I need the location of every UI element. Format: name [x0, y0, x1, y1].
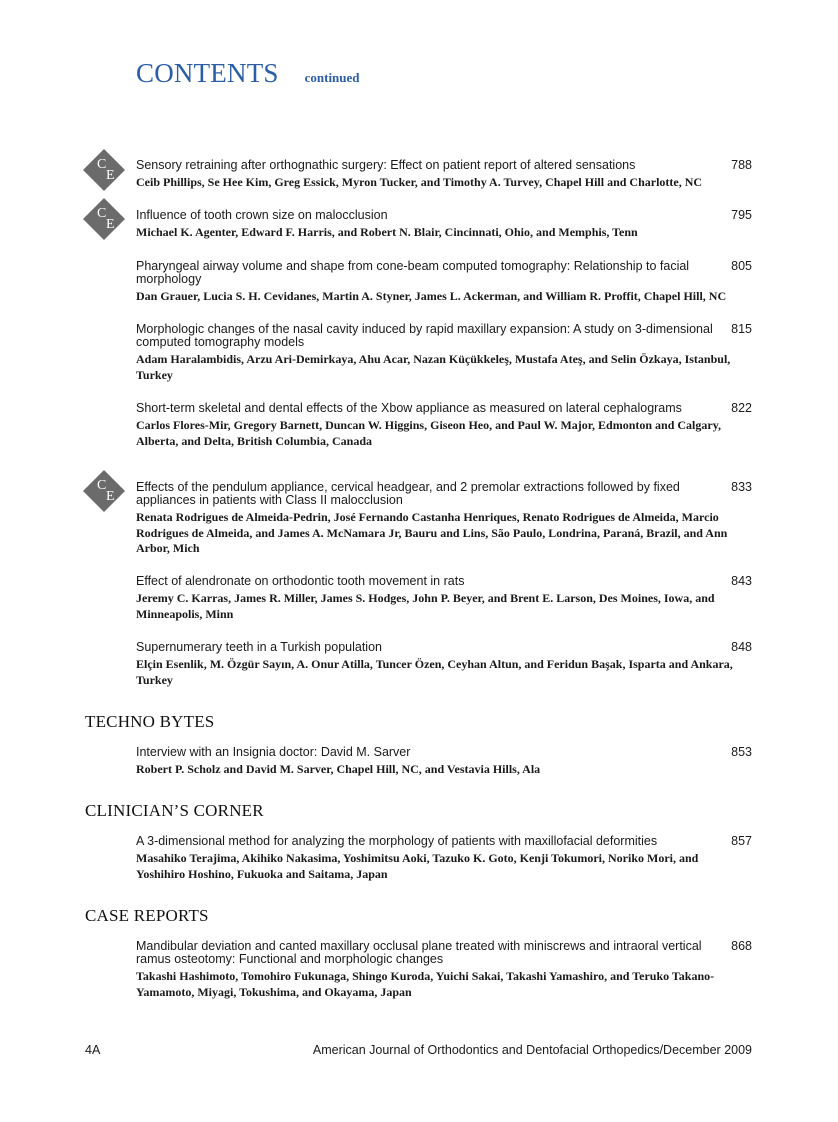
- article-title[interactable]: Short-term skeletal and dental effects of the Xbow appliance as measured on lateral cephalograms: [136, 401, 682, 415]
- toc-entry[interactable]: [136, 641, 756, 688]
- page-number: 848: [731, 640, 752, 654]
- toc-entry[interactable]: [136, 746, 756, 778]
- section-heading-clinicians-corner: CLINICIAN’S CORNER: [85, 801, 264, 820]
- article-authors: Jeremy C. Karras, James R. Miller, James S. Hodges, John P. Beyer, and Brent E. Larson, Des Moines, Iowa, and Minneapolis, Minn: [136, 591, 715, 621]
- ce-credit-icon: [82, 469, 126, 513]
- article-title[interactable]: Effect of alendronate on orthodontic tooth movement in rats: [136, 574, 465, 588]
- toc-entry[interactable]: [136, 209, 756, 241]
- article-title[interactable]: Mandibular deviation and canted maxillary occlusal plane treated with miniscrews and intraoral vertical ramus osteotomy: Functional and morphologic changes: [136, 939, 702, 966]
- article-authors: Masahiko Terajima, Akihiko Nakasima, Yoshimitsu Aoki, Tazuko K. Goto, Kenji Tokumori, Noriko Mori, and Yoshihiro Hoshino, Fukuoka and Saitama, Japan: [136, 851, 699, 881]
- article-authors: Dan Grauer, Lucia S. H. Cevidanes, Martin A. Styner, James L. Ackerman, and William R. Proffit, Chapel Hill, NC: [136, 289, 727, 303]
- page-number: 815: [731, 322, 752, 336]
- page-number: 822: [731, 401, 752, 415]
- section-heading-techno-bytes: TECHNO BYTES: [85, 712, 215, 731]
- toc-entry[interactable]: [136, 481, 756, 557]
- page-number: 857: [731, 834, 752, 848]
- toc-entry[interactable]: [136, 323, 756, 383]
- article-title[interactable]: Effects of the pendulum appliance, cervical headgear, and 2 premolar extractions followed by fixed appliances in patients with Class II malocclusion: [136, 480, 680, 507]
- article-title[interactable]: Sensory retraining after orthognathic surgery: Effect on patient report of altered sensations: [136, 158, 636, 172]
- page-number: 788: [731, 158, 752, 172]
- svg-text:C: C: [97, 157, 107, 172]
- page-number: 868: [731, 939, 752, 953]
- page-number: 853: [731, 745, 752, 759]
- article-title[interactable]: A 3-dimensional method for analyzing the morphology of patients with maxillofacial deformities: [136, 834, 658, 848]
- article-authors: Robert P. Scholz and David M. Sarver, Chapel Hill, NC, and Vestavia Hills, Ala: [136, 762, 541, 776]
- toc-entry[interactable]: [136, 402, 756, 449]
- toc-entry[interactable]: [136, 575, 756, 622]
- footer-journal: American Journal of Orthodontics and Dentofacial Orthopedics/December 2009: [312, 1043, 752, 1057]
- toc-entry[interactable]: [136, 159, 756, 191]
- svg-text:C: C: [97, 206, 107, 221]
- article-authors: Michael K. Agenter, Edward F. Harris, and Robert N. Blair, Cincinnati, Ohio, and Memphis, Tenn: [136, 225, 638, 239]
- article-authors: Ceib Phillips, Se Hee Kim, Greg Essick, Myron Tucker, and Timothy A. Turvey, Chapel Hill and Charlotte, NC: [136, 175, 703, 189]
- svg-text:E: E: [106, 217, 115, 232]
- article-title[interactable]: Influence of tooth crown size on malocclusion: [136, 208, 388, 222]
- article-title[interactable]: Morphologic changes of the nasal cavity induced by rapid maxillary expansion: A study on 3-dimensional computed tomography models: [136, 322, 713, 349]
- page-number: 795: [731, 208, 752, 222]
- toc-entry[interactable]: [136, 260, 756, 305]
- ce-credit-icon: [82, 197, 126, 241]
- article-authors: Elçin Esenlik, M. Özgür Sayın, A. Onur Atilla, Tuncer Özen, Ceyhan Altun, and Feridun Başak, Isparta and Ankara, Turkey: [136, 657, 733, 687]
- toc-entry[interactable]: [136, 835, 756, 882]
- footer-page-number: 4A: [85, 1043, 101, 1057]
- contents-header: [136, 58, 360, 89]
- svg-text:E: E: [106, 489, 115, 504]
- article-authors: Carlos Flores-Mir, Gregory Barnett, Duncan W. Higgins, Giseon Heo, and Paul W. Major, Edmonton and Calgary, Alberta, and Delta, British Columbia, Canada: [136, 418, 722, 448]
- article-title[interactable]: Supernumerary teeth in a Turkish population: [136, 640, 382, 654]
- article-authors: Adam Haralambidis, Arzu Ari-Demirkaya, Ahu Acar, Nazan Küçükkeleş, Mustafa Ateş, and Selin Özkaya, Istanbul, Turkey: [136, 352, 731, 382]
- article-title[interactable]: Pharyngeal airway volume and shape from cone-beam computed tomography: Relationship to facial morphology: [136, 259, 690, 286]
- page-number: 833: [731, 480, 752, 494]
- page-number: 805: [731, 259, 752, 273]
- page-subtitle: continued: [304, 70, 360, 85]
- article-title[interactable]: Interview with an Insignia doctor: David M. Sarver: [136, 745, 411, 759]
- ce-credit-icon: [82, 148, 126, 192]
- page-number: 843: [731, 574, 752, 588]
- page-title: CONTENTS: [136, 58, 279, 88]
- svg-text:E: E: [106, 168, 115, 183]
- article-authors: Renata Rodrigues de Almeida-Pedrin, José Fernando Castanha Henriques, Renato Rodrigues de Almeida, Marcio Rodrigues de Almeida, and James A. McNamara Jr, Bauru and Lins, São Paulo, Londrina, Paraná, Brazil, and Ann Arbor, Mich: [136, 510, 728, 555]
- article-authors: Takashi Hashimoto, Tomohiro Fukunaga, Shingo Kuroda, Yuichi Sakai, Takashi Yamashiro, and Teruko Takano-Yamamoto, Miyagi, Tokushima, and Okayama, Japan: [136, 969, 715, 999]
- toc-entry[interactable]: [136, 940, 756, 1000]
- section-heading-case-reports: CASE REPORTS: [85, 906, 209, 925]
- svg-text:C: C: [97, 478, 107, 493]
